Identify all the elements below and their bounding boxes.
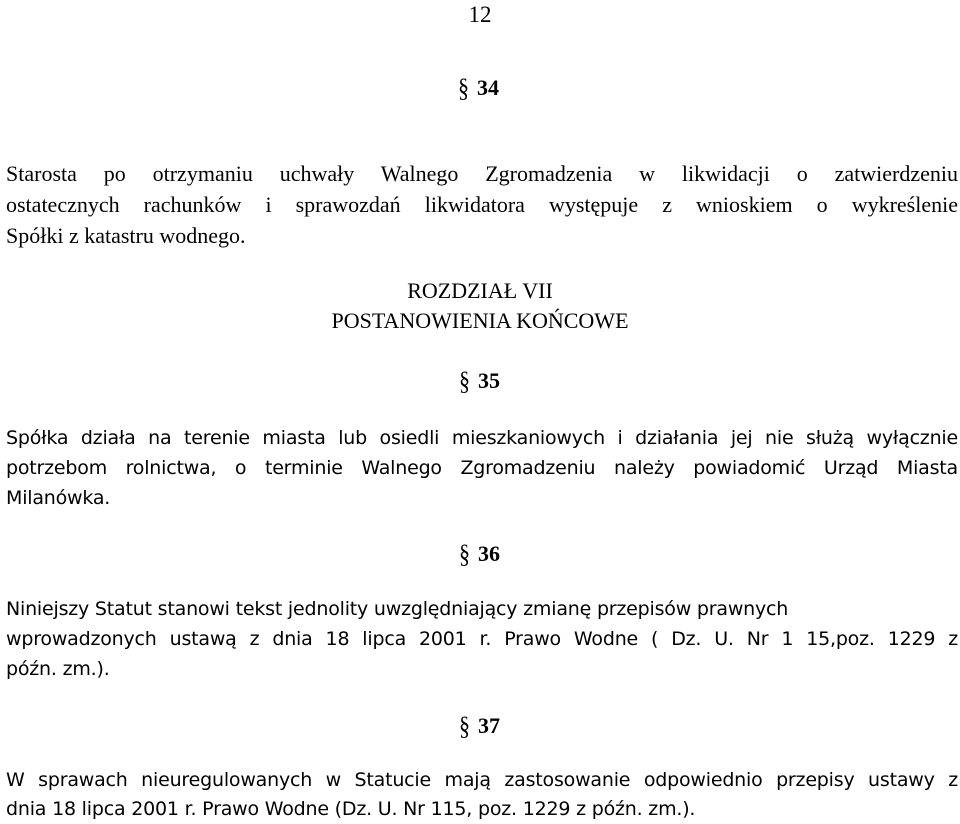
section-sign: § xyxy=(459,365,470,396)
section-number: 35 xyxy=(478,368,500,393)
section-35-line-3: Milanówka. xyxy=(6,487,111,509)
section-34-line-1: Starosta po otrzymaniu uchwały Walnego Zgromadzenia w likwidacji o zatwierdzeniu xyxy=(6,161,958,186)
section-34-heading xyxy=(458,74,499,102)
chapter-title: ROZDZIAŁ VII xyxy=(407,278,553,303)
section-36-line-1: Niniejszy Statut stanowi tekst jednolity uwzględniający zmianę przepisów prawnych xyxy=(6,598,789,620)
section-sign: § xyxy=(459,710,470,741)
section-34-line-3: Spółki z katastru wodnego. xyxy=(6,223,246,248)
section-34-line-2: ostatecznych rachunków i sprawozdań likwidatora występuje z wnioskiem o wykreślenie xyxy=(6,192,958,217)
section-sign: § xyxy=(458,72,469,103)
section-36-line-3: późn. zm.). xyxy=(6,658,110,680)
section-36-line-2: wprowadzonych ustawą z dnia 18 lipca 2001 r. Prawo Wodne ( Dz. U. Nr 1 15,poz. 1229 z xyxy=(6,628,958,650)
section-35-heading xyxy=(459,367,500,395)
page-number: 12 xyxy=(468,2,492,27)
section-37-line-1: W sprawach nieuregulowanych w Statucie mają zastosowanie odpowiednio przepisy ustawy z xyxy=(6,769,958,791)
section-37-line-2: dnia 18 lipca 2001 r. Prawo Wodne (Dz. U. Nr 115, poz. 1229 z późn. zm.). xyxy=(6,798,696,820)
section-number: 34 xyxy=(477,75,499,100)
section-number: 36 xyxy=(478,541,500,566)
section-37-heading xyxy=(459,712,500,740)
section-sign: § xyxy=(459,538,470,569)
section-36-heading xyxy=(459,540,500,568)
section-35-line-2: potrzebom rolnictwa, o terminie Walnego Zgromadzeniu należy powiadomić Urząd Miasta xyxy=(6,457,958,479)
section-35-line-1: Spółka działa na terenie miasta lub osiedli mieszkaniowych i działania jej nie służą wyłącznie xyxy=(6,427,958,449)
chapter-subtitle: POSTANOWIENIA KOŃCOWE xyxy=(331,308,629,333)
section-number: 37 xyxy=(478,713,500,738)
